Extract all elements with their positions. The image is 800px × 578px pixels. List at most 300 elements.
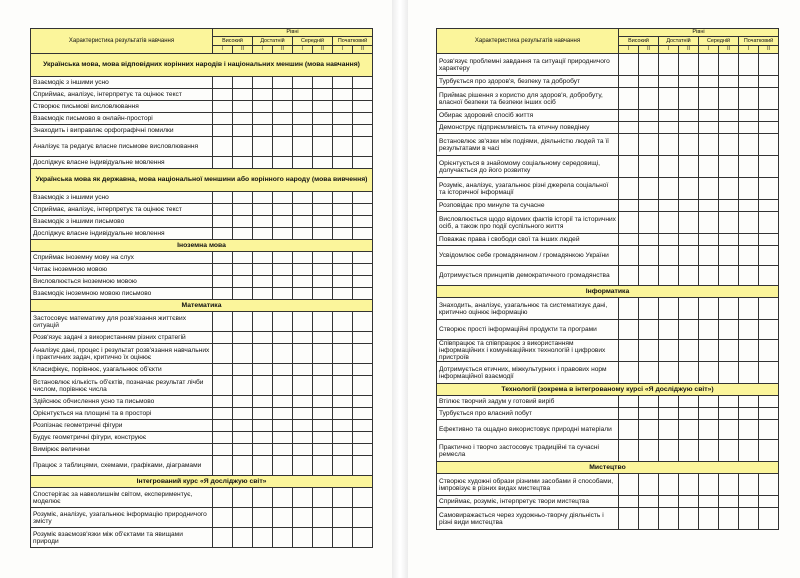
assessment-cell[interactable] [333, 89, 353, 101]
assessment-cell[interactable] [699, 362, 719, 384]
assessment-cell[interactable] [293, 364, 313, 376]
assessment-cell[interactable] [333, 216, 353, 228]
assessment-cell[interactable] [719, 178, 739, 200]
assessment-cell[interactable] [679, 266, 699, 286]
assessment-cell[interactable] [213, 312, 233, 332]
assessment-cell[interactable] [759, 396, 779, 408]
assessment-cell[interactable] [739, 122, 759, 134]
assessment-cell[interactable] [719, 320, 739, 340]
assessment-cell[interactable] [213, 113, 233, 125]
assessment-cell[interactable] [659, 234, 679, 246]
assessment-cell[interactable] [353, 137, 373, 157]
assessment-cell[interactable] [293, 456, 313, 476]
assessment-cell[interactable] [233, 288, 253, 300]
assessment-cell[interactable] [719, 362, 739, 384]
assessment-cell[interactable] [313, 376, 333, 396]
assessment-cell[interactable] [293, 192, 313, 204]
assessment-cell[interactable] [739, 110, 759, 122]
assessment-cell[interactable] [639, 496, 659, 508]
assessment-cell[interactable] [313, 101, 333, 113]
assessment-cell[interactable] [293, 508, 313, 528]
assessment-cell[interactable] [233, 364, 253, 376]
assessment-cell[interactable] [739, 234, 759, 246]
assessment-cell[interactable] [233, 216, 253, 228]
assessment-cell[interactable] [333, 432, 353, 444]
assessment-cell[interactable] [333, 228, 353, 240]
assessment-cell[interactable] [213, 408, 233, 420]
assessment-cell[interactable] [759, 496, 779, 508]
assessment-cell[interactable] [619, 440, 639, 462]
assessment-cell[interactable] [233, 137, 253, 157]
assessment-cell[interactable] [253, 89, 273, 101]
assessment-cell[interactable] [719, 266, 739, 286]
assessment-cell[interactable] [759, 420, 779, 440]
assessment-cell[interactable] [719, 340, 739, 362]
assessment-cell[interactable] [659, 474, 679, 496]
assessment-cell[interactable] [679, 156, 699, 178]
assessment-cell[interactable] [679, 340, 699, 362]
assessment-cell[interactable] [759, 88, 779, 110]
assessment-cell[interactable] [293, 276, 313, 288]
assessment-cell[interactable] [719, 246, 739, 266]
assessment-cell[interactable] [213, 276, 233, 288]
assessment-cell[interactable] [333, 157, 353, 169]
assessment-cell[interactable] [353, 508, 373, 528]
assessment-cell[interactable] [313, 528, 333, 548]
assessment-cell[interactable] [333, 113, 353, 125]
assessment-cell[interactable] [213, 528, 233, 548]
assessment-cell[interactable] [253, 376, 273, 396]
assessment-cell[interactable] [273, 137, 293, 157]
assessment-cell[interactable] [699, 420, 719, 440]
assessment-cell[interactable] [253, 192, 273, 204]
assessment-cell[interactable] [333, 137, 353, 157]
assessment-cell[interactable] [313, 89, 333, 101]
assessment-cell[interactable] [233, 228, 253, 240]
assessment-cell[interactable] [233, 312, 253, 332]
assessment-cell[interactable] [213, 420, 233, 432]
assessment-cell[interactable] [233, 344, 253, 364]
assessment-cell[interactable] [253, 364, 273, 376]
assessment-cell[interactable] [699, 76, 719, 88]
assessment-cell[interactable] [639, 298, 659, 320]
assessment-cell[interactable] [313, 312, 333, 332]
assessment-cell[interactable] [233, 528, 253, 548]
assessment-cell[interactable] [213, 508, 233, 528]
assessment-cell[interactable] [233, 376, 253, 396]
assessment-cell[interactable] [699, 320, 719, 340]
assessment-cell[interactable] [699, 396, 719, 408]
assessment-cell[interactable] [293, 204, 313, 216]
assessment-cell[interactable] [679, 298, 699, 320]
assessment-cell[interactable] [253, 204, 273, 216]
assessment-cell[interactable] [253, 228, 273, 240]
assessment-cell[interactable] [213, 216, 233, 228]
assessment-cell[interactable] [233, 252, 253, 264]
assessment-cell[interactable] [253, 444, 273, 456]
assessment-cell[interactable] [293, 157, 313, 169]
assessment-cell[interactable] [719, 234, 739, 246]
assessment-cell[interactable] [333, 77, 353, 89]
assessment-cell[interactable] [739, 54, 759, 76]
assessment-cell[interactable] [659, 134, 679, 156]
assessment-cell[interactable] [273, 312, 293, 332]
assessment-cell[interactable] [313, 432, 333, 444]
assessment-cell[interactable] [273, 288, 293, 300]
assessment-cell[interactable] [213, 89, 233, 101]
assessment-cell[interactable] [293, 125, 313, 137]
assessment-cell[interactable] [353, 344, 373, 364]
assessment-cell[interactable] [619, 474, 639, 496]
assessment-cell[interactable] [699, 234, 719, 246]
assessment-cell[interactable] [759, 110, 779, 122]
assessment-cell[interactable] [233, 192, 253, 204]
assessment-cell[interactable] [293, 332, 313, 344]
assessment-cell[interactable] [639, 340, 659, 362]
assessment-cell[interactable] [233, 396, 253, 408]
assessment-cell[interactable] [213, 396, 233, 408]
assessment-cell[interactable] [659, 440, 679, 462]
assessment-cell[interactable] [679, 496, 699, 508]
assessment-cell[interactable] [699, 266, 719, 286]
assessment-cell[interactable] [313, 113, 333, 125]
assessment-cell[interactable] [313, 508, 333, 528]
assessment-cell[interactable] [293, 252, 313, 264]
assessment-cell[interactable] [233, 89, 253, 101]
assessment-cell[interactable] [353, 488, 373, 508]
assessment-cell[interactable] [313, 125, 333, 137]
assessment-cell[interactable] [719, 408, 739, 420]
assessment-cell[interactable] [253, 456, 273, 476]
assessment-cell[interactable] [353, 204, 373, 216]
assessment-cell[interactable] [679, 200, 699, 212]
assessment-cell[interactable] [639, 408, 659, 420]
assessment-cell[interactable] [699, 496, 719, 508]
assessment-cell[interactable] [333, 288, 353, 300]
assessment-cell[interactable] [719, 496, 739, 508]
assessment-cell[interactable] [213, 444, 233, 456]
assessment-cell[interactable] [739, 496, 759, 508]
assessment-cell[interactable] [679, 134, 699, 156]
assessment-cell[interactable] [759, 362, 779, 384]
assessment-cell[interactable] [233, 420, 253, 432]
assessment-cell[interactable] [659, 340, 679, 362]
assessment-cell[interactable] [273, 101, 293, 113]
assessment-cell[interactable] [619, 320, 639, 340]
assessment-cell[interactable] [273, 508, 293, 528]
assessment-cell[interactable] [619, 496, 639, 508]
assessment-cell[interactable] [679, 212, 699, 234]
assessment-cell[interactable] [233, 204, 253, 216]
assessment-cell[interactable] [679, 508, 699, 530]
assessment-cell[interactable] [333, 192, 353, 204]
assessment-cell[interactable] [759, 54, 779, 76]
assessment-cell[interactable] [719, 88, 739, 110]
assessment-cell[interactable] [313, 252, 333, 264]
assessment-cell[interactable] [353, 125, 373, 137]
assessment-cell[interactable] [273, 264, 293, 276]
assessment-cell[interactable] [759, 474, 779, 496]
assessment-cell[interactable] [353, 77, 373, 89]
assessment-cell[interactable] [213, 157, 233, 169]
assessment-cell[interactable] [333, 125, 353, 137]
assessment-cell[interactable] [213, 192, 233, 204]
assessment-cell[interactable] [679, 246, 699, 266]
assessment-cell[interactable] [619, 298, 639, 320]
assessment-cell[interactable] [739, 362, 759, 384]
assessment-cell[interactable] [639, 76, 659, 88]
assessment-cell[interactable] [353, 432, 373, 444]
assessment-cell[interactable] [293, 420, 313, 432]
assessment-cell[interactable] [679, 88, 699, 110]
assessment-cell[interactable] [233, 157, 253, 169]
assessment-cell[interactable] [699, 200, 719, 212]
assessment-cell[interactable] [619, 88, 639, 110]
assessment-cell[interactable] [293, 113, 313, 125]
assessment-cell[interactable] [273, 216, 293, 228]
assessment-cell[interactable] [739, 474, 759, 496]
assessment-cell[interactable] [659, 76, 679, 88]
assessment-cell[interactable] [759, 122, 779, 134]
assessment-cell[interactable] [253, 408, 273, 420]
assessment-cell[interactable] [679, 178, 699, 200]
assessment-cell[interactable] [333, 101, 353, 113]
assessment-cell[interactable] [353, 396, 373, 408]
assessment-cell[interactable] [293, 264, 313, 276]
assessment-cell[interactable] [619, 54, 639, 76]
assessment-cell[interactable] [639, 88, 659, 110]
assessment-cell[interactable] [659, 54, 679, 76]
assessment-cell[interactable] [253, 488, 273, 508]
assessment-cell[interactable] [719, 156, 739, 178]
assessment-cell[interactable] [253, 252, 273, 264]
assessment-cell[interactable] [639, 234, 659, 246]
assessment-cell[interactable] [619, 134, 639, 156]
assessment-cell[interactable] [679, 76, 699, 88]
assessment-cell[interactable] [273, 344, 293, 364]
assessment-cell[interactable] [639, 266, 659, 286]
assessment-cell[interactable] [213, 228, 233, 240]
assessment-cell[interactable] [719, 508, 739, 530]
assessment-cell[interactable] [739, 320, 759, 340]
assessment-cell[interactable] [273, 376, 293, 396]
assessment-cell[interactable] [313, 364, 333, 376]
assessment-cell[interactable] [213, 376, 233, 396]
assessment-cell[interactable] [639, 110, 659, 122]
assessment-cell[interactable] [659, 178, 679, 200]
assessment-cell[interactable] [719, 474, 739, 496]
assessment-cell[interactable] [213, 332, 233, 344]
assessment-cell[interactable] [679, 420, 699, 440]
assessment-cell[interactable] [639, 178, 659, 200]
assessment-cell[interactable] [233, 332, 253, 344]
assessment-cell[interactable] [213, 77, 233, 89]
assessment-cell[interactable] [353, 89, 373, 101]
assessment-cell[interactable] [253, 101, 273, 113]
assessment-cell[interactable] [679, 320, 699, 340]
assessment-cell[interactable] [759, 134, 779, 156]
assessment-cell[interactable] [233, 488, 253, 508]
assessment-cell[interactable] [639, 200, 659, 212]
assessment-cell[interactable] [213, 364, 233, 376]
assessment-cell[interactable] [739, 298, 759, 320]
assessment-cell[interactable] [619, 178, 639, 200]
assessment-cell[interactable] [639, 474, 659, 496]
assessment-cell[interactable] [739, 508, 759, 530]
assessment-cell[interactable] [233, 77, 253, 89]
assessment-cell[interactable] [313, 264, 333, 276]
assessment-cell[interactable] [273, 276, 293, 288]
assessment-cell[interactable] [739, 212, 759, 234]
assessment-cell[interactable] [699, 122, 719, 134]
assessment-cell[interactable] [313, 396, 333, 408]
assessment-cell[interactable] [313, 456, 333, 476]
assessment-cell[interactable] [719, 396, 739, 408]
assessment-cell[interactable] [273, 420, 293, 432]
assessment-cell[interactable] [659, 246, 679, 266]
assessment-cell[interactable] [213, 204, 233, 216]
assessment-cell[interactable] [293, 101, 313, 113]
assessment-cell[interactable] [333, 488, 353, 508]
assessment-cell[interactable] [619, 340, 639, 362]
assessment-cell[interactable] [619, 110, 639, 122]
assessment-cell[interactable] [333, 444, 353, 456]
assessment-cell[interactable] [273, 89, 293, 101]
assessment-cell[interactable] [293, 288, 313, 300]
assessment-cell[interactable] [233, 264, 253, 276]
assessment-cell[interactable] [253, 157, 273, 169]
assessment-cell[interactable] [213, 288, 233, 300]
assessment-cell[interactable] [659, 420, 679, 440]
assessment-cell[interactable] [293, 89, 313, 101]
assessment-cell[interactable] [619, 76, 639, 88]
assessment-cell[interactable] [759, 212, 779, 234]
assessment-cell[interactable] [353, 332, 373, 344]
assessment-cell[interactable] [659, 88, 679, 110]
assessment-cell[interactable] [679, 408, 699, 420]
assessment-cell[interactable] [313, 344, 333, 364]
assessment-cell[interactable] [353, 444, 373, 456]
assessment-cell[interactable] [639, 212, 659, 234]
assessment-cell[interactable] [699, 88, 719, 110]
assessment-cell[interactable] [253, 77, 273, 89]
assessment-cell[interactable] [739, 340, 759, 362]
assessment-cell[interactable] [659, 362, 679, 384]
assessment-cell[interactable] [699, 134, 719, 156]
assessment-cell[interactable] [639, 122, 659, 134]
assessment-cell[interactable] [619, 266, 639, 286]
assessment-cell[interactable] [273, 408, 293, 420]
assessment-cell[interactable] [719, 212, 739, 234]
assessment-cell[interactable] [353, 288, 373, 300]
assessment-cell[interactable] [253, 332, 273, 344]
assessment-cell[interactable] [273, 488, 293, 508]
assessment-cell[interactable] [253, 113, 273, 125]
assessment-cell[interactable] [619, 420, 639, 440]
assessment-cell[interactable] [253, 216, 273, 228]
assessment-cell[interactable] [679, 110, 699, 122]
assessment-cell[interactable] [699, 110, 719, 122]
assessment-cell[interactable] [639, 508, 659, 530]
assessment-cell[interactable] [353, 456, 373, 476]
assessment-cell[interactable] [739, 88, 759, 110]
assessment-cell[interactable] [253, 288, 273, 300]
assessment-cell[interactable] [233, 408, 253, 420]
assessment-cell[interactable] [739, 178, 759, 200]
assessment-cell[interactable] [353, 276, 373, 288]
assessment-cell[interactable] [233, 101, 253, 113]
assessment-cell[interactable] [699, 440, 719, 462]
assessment-cell[interactable] [273, 364, 293, 376]
assessment-cell[interactable] [759, 246, 779, 266]
assessment-cell[interactable] [313, 157, 333, 169]
assessment-cell[interactable] [333, 508, 353, 528]
assessment-cell[interactable] [679, 440, 699, 462]
assessment-cell[interactable] [619, 212, 639, 234]
assessment-cell[interactable] [619, 200, 639, 212]
assessment-cell[interactable] [759, 200, 779, 212]
assessment-cell[interactable] [353, 252, 373, 264]
assessment-cell[interactable] [273, 228, 293, 240]
assessment-cell[interactable] [699, 212, 719, 234]
assessment-cell[interactable] [759, 234, 779, 246]
assessment-cell[interactable] [273, 332, 293, 344]
assessment-cell[interactable] [719, 54, 739, 76]
assessment-cell[interactable] [253, 312, 273, 332]
assessment-cell[interactable] [353, 192, 373, 204]
assessment-cell[interactable] [659, 200, 679, 212]
assessment-cell[interactable] [639, 320, 659, 340]
assessment-cell[interactable] [293, 444, 313, 456]
assessment-cell[interactable] [699, 156, 719, 178]
assessment-cell[interactable] [333, 264, 353, 276]
assessment-cell[interactable] [639, 54, 659, 76]
assessment-cell[interactable] [333, 408, 353, 420]
assessment-cell[interactable] [213, 125, 233, 137]
assessment-cell[interactable] [679, 362, 699, 384]
assessment-cell[interactable] [293, 344, 313, 364]
assessment-cell[interactable] [253, 125, 273, 137]
assessment-cell[interactable] [699, 508, 719, 530]
assessment-cell[interactable] [759, 178, 779, 200]
assessment-cell[interactable] [719, 76, 739, 88]
assessment-cell[interactable] [739, 420, 759, 440]
assessment-cell[interactable] [253, 528, 273, 548]
assessment-cell[interactable] [739, 156, 759, 178]
assessment-cell[interactable] [293, 528, 313, 548]
assessment-cell[interactable] [213, 432, 233, 444]
assessment-cell[interactable] [739, 200, 759, 212]
assessment-cell[interactable] [333, 344, 353, 364]
assessment-cell[interactable] [699, 246, 719, 266]
assessment-cell[interactable] [639, 420, 659, 440]
assessment-cell[interactable] [253, 276, 273, 288]
assessment-cell[interactable] [739, 396, 759, 408]
assessment-cell[interactable] [719, 122, 739, 134]
assessment-cell[interactable] [333, 456, 353, 476]
assessment-cell[interactable] [619, 362, 639, 384]
assessment-cell[interactable] [639, 156, 659, 178]
assessment-cell[interactable] [273, 125, 293, 137]
assessment-cell[interactable] [313, 420, 333, 432]
assessment-cell[interactable] [213, 456, 233, 476]
assessment-cell[interactable] [639, 134, 659, 156]
assessment-cell[interactable] [233, 432, 253, 444]
assessment-cell[interactable] [273, 456, 293, 476]
assessment-cell[interactable] [233, 508, 253, 528]
assessment-cell[interactable] [679, 396, 699, 408]
assessment-cell[interactable] [213, 137, 233, 157]
